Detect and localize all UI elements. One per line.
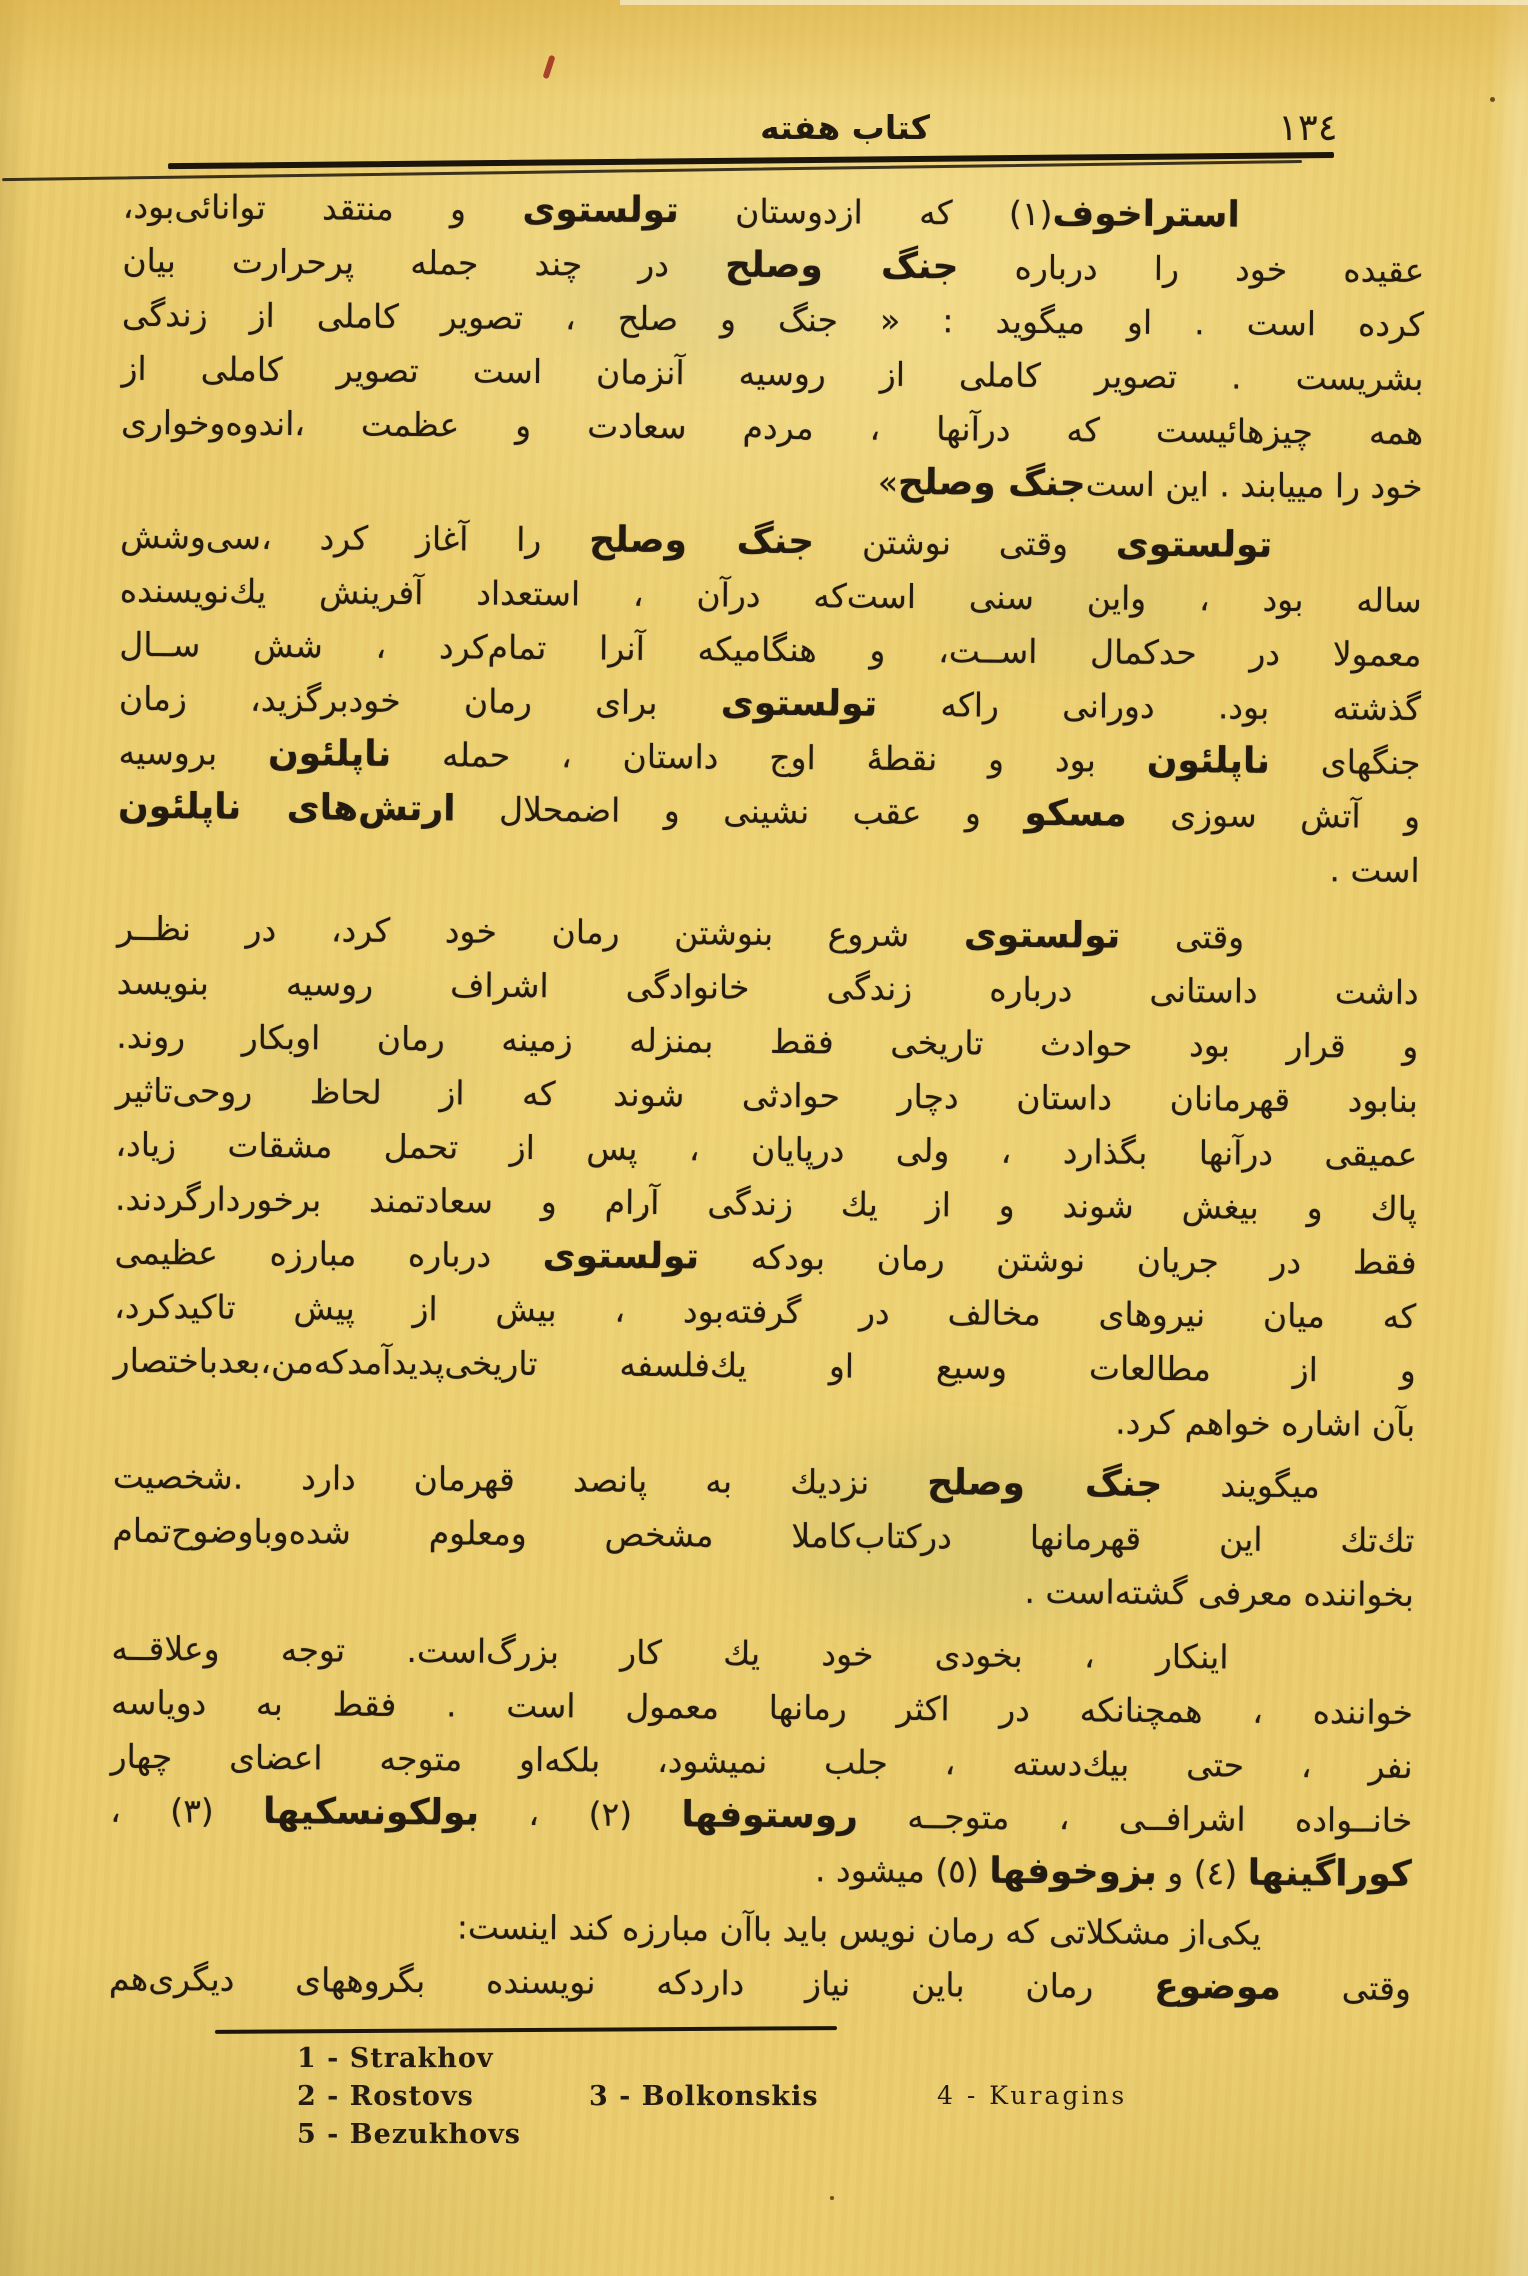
text-segment: و منتقد توانائی‌بود، bbox=[122, 186, 523, 229]
emphasized-text: تولستوی bbox=[522, 188, 679, 232]
paper-speck bbox=[830, 2196, 834, 2200]
text-segment: داشت داستانی درباره زندگی خانوادگی اشراف روسیه بنویسد bbox=[116, 962, 1419, 1012]
paragraph bbox=[112, 1450, 1415, 1622]
paragraph bbox=[120, 180, 1425, 514]
text-segment: بود و نقطهٔ اوج داستان ، حمله bbox=[391, 734, 1147, 780]
scan-edge-highlight bbox=[620, 0, 1528, 5]
emphasized-text: تولستوی bbox=[720, 682, 878, 725]
page-title: كتاب هفته bbox=[760, 108, 930, 147]
emphasized-text: کوراگینها bbox=[1247, 1852, 1412, 1895]
footnote-separator bbox=[215, 2026, 837, 2034]
body-line bbox=[117, 834, 1419, 898]
text-segment: » bbox=[877, 462, 899, 502]
text-segment: نفر ، حتی بیك‌دسته ، جلب نمیشود، بلکه‌او متوجه اعضای چهار bbox=[110, 1736, 1413, 1786]
text-segment: بخواننده معرفی گشته‌است . bbox=[1024, 1571, 1415, 1614]
text-segment: عقیده خود را درباره bbox=[958, 247, 1425, 290]
text-segment: (٥) میشود . bbox=[814, 1850, 990, 1891]
emphasized-text: تولستوی bbox=[542, 1235, 700, 1278]
footnote-item: 4 - Kuragins bbox=[937, 2081, 1128, 2110]
text-segment: یکی‌از مشکلاتی که رمان نویس باید باآن مبارزه کند اینست: bbox=[456, 1907, 1262, 1953]
footnote-row bbox=[297, 2081, 1397, 2119]
paragraph bbox=[113, 902, 1419, 1452]
paragraph bbox=[117, 510, 1422, 898]
body-line bbox=[120, 450, 1422, 514]
emphasized-text: ناپلئون bbox=[267, 732, 392, 775]
text-segment: میگویند bbox=[1162, 1464, 1320, 1506]
emphasized-text: موضوع bbox=[1154, 1965, 1282, 2008]
body-line bbox=[121, 396, 1423, 460]
text-segment: بآن اشاره خواهم کرد. bbox=[1115, 1402, 1416, 1444]
paper-speck bbox=[1490, 97, 1495, 102]
text-segment: نزدیك به پانصد قهرمان دارد .شخصیت bbox=[112, 1456, 928, 1503]
text-segment: (٢) ، bbox=[478, 1793, 682, 1835]
footnote-item: 3 - Bolkonskis bbox=[589, 2081, 819, 2112]
text-segment: همه چیزهائیست که درآنها ، مردم سعادت و عظمت ،اندوه‌وخواری bbox=[120, 402, 1424, 452]
body-line bbox=[113, 1388, 1415, 1452]
text-segment: بروسیه bbox=[118, 732, 269, 773]
emphasized-text: ناپلئون bbox=[1146, 739, 1271, 782]
paragraph bbox=[109, 1898, 1412, 2016]
text-segment: بنابود قهرمانان داستان دچار حوادثی شوند که از لحاظ روحی‌تاثیر bbox=[115, 1070, 1419, 1120]
body-line bbox=[110, 1838, 1412, 1902]
text-segment: عمیقی درآنها بگذارد ، ولی درپایان ، پس از تحمل مشقات زیاد، bbox=[115, 1124, 1418, 1174]
emphasized-text: روستوفها bbox=[681, 1794, 859, 1837]
text-segment: گذشته بود. دورانی راکه bbox=[877, 684, 1422, 728]
body-line bbox=[112, 1558, 1414, 1622]
text-segment: تك‌تك این قهرمانها درکتاب‌کاملا مشخص ومعلوم شده‌وباوضوح‌تمام bbox=[112, 1510, 1415, 1560]
text-segment: و از مطالعات وسیع او یك‌فلسفه تاریخی‌پدیدآمدکه‌من،بعدباختصار bbox=[113, 1340, 1416, 1390]
text-segment: در چند جمله پرحرارت بیان bbox=[122, 240, 726, 285]
footnote-item: 1 - Strakhov bbox=[297, 2043, 494, 2074]
text-segment: وقتی bbox=[1120, 916, 1245, 957]
text-segment: جنگهای bbox=[1269, 741, 1421, 782]
text-segment: (١) که ازدوستان bbox=[678, 191, 1053, 234]
text-segment: کرده است . او میگوید : « جنگ و صلح ، تصویر کاملی از زندگی bbox=[121, 294, 1425, 344]
emphasized-text: جنگ وصلح bbox=[927, 1462, 1163, 1505]
text-segment: خواننده ، همچنانکه در اکثر رمانها معمول است . فقط به دویاسه bbox=[110, 1682, 1414, 1732]
text-segment: رمان باین نیاز داردکه نویسنده بگروههای دیگری‌هم bbox=[108, 1958, 1155, 2006]
emphasized-text: بزوخوفها bbox=[989, 1850, 1157, 1893]
body-line bbox=[112, 1504, 1414, 1568]
text-segment: که میان نیروهای مخالف در گرفته‌بود ، بیش از پیش تاکیدکرد، bbox=[114, 1286, 1417, 1336]
text-segment: درباره مبارزه عظیمی bbox=[114, 1232, 543, 1276]
text-segment: است . bbox=[1329, 850, 1420, 890]
text-segment: و قرار بود حوادث تاریخی فقط بمنزله زمینه رمان اوبکار روند. bbox=[116, 1016, 1419, 1066]
paragraph bbox=[110, 1622, 1414, 1902]
body-line bbox=[109, 1952, 1411, 2016]
text-segment: خانــواده اشرافــی ، متوجــه bbox=[857, 1796, 1413, 1840]
text-segment: معمولا در حدکمال اســت، و هنگامیکه آنرا تمام‌کرد ، شش ســال bbox=[119, 624, 1422, 674]
emphasized-text: جنگ وصلح bbox=[589, 519, 815, 563]
red-pen-mark bbox=[542, 55, 555, 80]
text-segment: پاك و بیغش شوند و از یك زندگی آرام و سعادتمند برخوردارگردند. bbox=[114, 1178, 1418, 1228]
body-line bbox=[114, 1334, 1416, 1398]
page-number: ١٣٤ bbox=[1278, 106, 1338, 149]
body-line bbox=[110, 1784, 1412, 1848]
text-segment: ساله بود ، واین سنی است‌که درآن ، استعداد آفرینش یك‌نویسنده bbox=[119, 570, 1422, 620]
text-segment: (٤) و bbox=[1156, 1852, 1248, 1893]
emphasized-text: جنگ وصلح bbox=[897, 461, 1086, 505]
header-rule-top bbox=[168, 152, 1334, 169]
footnote-row bbox=[297, 2043, 1397, 2081]
text-segment: (٣) ، bbox=[110, 1790, 264, 1831]
emphasized-text: تولستوی bbox=[1115, 523, 1273, 566]
body-line bbox=[118, 780, 1420, 844]
emphasized-text: مسکو bbox=[1024, 792, 1127, 835]
emphasized-text: تولستوی bbox=[963, 914, 1121, 957]
text-segment: را آغاز کرد ،سی‌وشش bbox=[120, 516, 590, 560]
text-segment: اینکار ، بخودی خود یك کار بزرگ‌است. توجه وعلاقــه bbox=[111, 1628, 1229, 1677]
footnote-item: 5 - Bezukhovs bbox=[297, 2119, 521, 2150]
text-segment: خود را مییابند . این است‌ bbox=[1085, 464, 1423, 506]
body-text bbox=[109, 180, 1425, 2016]
emphasized-text: استراخوف bbox=[1052, 193, 1240, 236]
emphasized-text: بولکونسکیها bbox=[262, 1790, 480, 1834]
footnote-item: 2 - Rostovs bbox=[297, 2081, 474, 2112]
text-segment: وقتی bbox=[1280, 1967, 1412, 2008]
text-segment: برای رمان خودبرگزید، زمان bbox=[118, 678, 721, 723]
text-segment: فقط در جریان نوشتن رمان بودکه bbox=[698, 1237, 1417, 1282]
text-segment: شروع بنوشتن رمان خود کرد، در نظــر bbox=[117, 908, 965, 955]
text-segment: و آتش سوزی bbox=[1126, 794, 1421, 836]
footnote-row bbox=[297, 2119, 1397, 2157]
emphasized-text: جنگ وصلح bbox=[724, 244, 959, 288]
text-segment: بشریست . تصویر کاملی از روسیه آنزمان است تصویر کاملی از bbox=[121, 348, 1424, 398]
text-segment: وقتی نوشتن bbox=[814, 522, 1117, 564]
emphasized-text: ارتش‌های ناپلئون bbox=[117, 785, 456, 830]
footnotes bbox=[297, 2043, 1397, 2157]
text-segment: و عقب نشینی و اضمحلال bbox=[455, 789, 1025, 833]
